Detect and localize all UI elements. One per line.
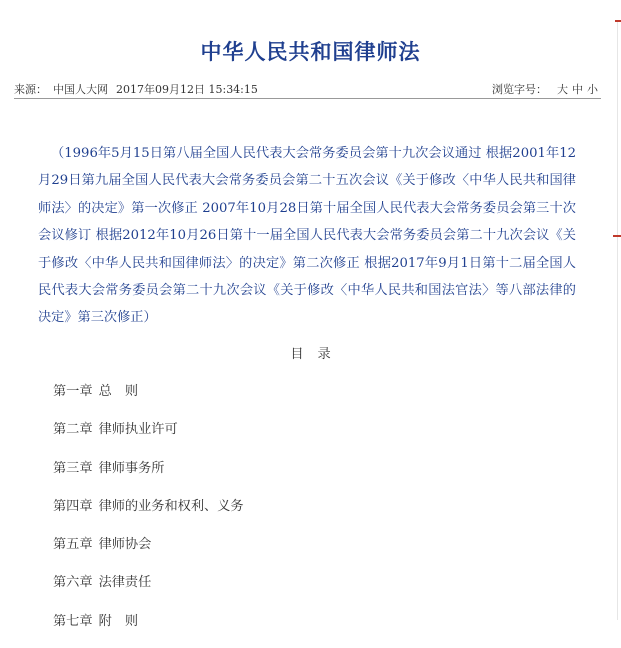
chapter-title: 律师执业许可 [98, 422, 178, 438]
chapter-number: 第三章 [53, 460, 93, 476]
law-preamble: （1996年5月15日第八届全国人民代表大会常务委员会第十九次会议通过 根据2001年12月29日第九届全国人民代表大会常务委员会第二十五次会议《关于修改〈中华人民共和国律师法〉的决定》第一次修正 2007年10月28日第十届全国人民代表大会常务委员会第三十次会议修订 根据2012年10月26日第十一届全国人民代表大会常务委员会第二十九次会议《关于修改〈中华人民共和国律师法〉的决定》第二次修正 根据2017年9月1日第十二届全国人民代表大会常务委员会第二十九次会议《关于修改〈中华人民共和国法官法〉等八部法律的决定》第三次修正） [38, 146, 576, 326]
font-size-large-link[interactable]: 大 [557, 83, 568, 96]
toc-item [53, 418, 244, 456]
chapter-number: 第七章 [53, 613, 93, 629]
source-info [14, 81, 264, 97]
chapter-title: 附 则 [98, 613, 139, 629]
article-title: 中华人民共和国律师法 [200, 39, 421, 64]
chapter-title: 律师事务所 [98, 460, 165, 476]
page-edge-marker [615, 20, 621, 22]
toc-item [53, 610, 244, 648]
publish-datetime: 2017年09月12日 15:34:15 [116, 83, 258, 96]
chapter-number: 第二章 [53, 422, 93, 438]
table-of-contents [53, 380, 244, 648]
page-edge-marker [613, 235, 621, 237]
toc-item [53, 571, 244, 609]
header-divider [14, 98, 601, 99]
page-edge-divider [617, 20, 618, 620]
chapter-number: 第五章 [53, 537, 93, 553]
chapter-number: 第一章 [53, 384, 93, 399]
source-site: 中国人大网 [53, 83, 108, 96]
chapter-number: 第四章 [53, 498, 93, 514]
toc-title: 目录 [290, 347, 345, 362]
source-label: 来源： [14, 83, 47, 96]
toc-item [53, 495, 244, 533]
toc-item [53, 380, 244, 418]
toc-item [53, 457, 244, 495]
chapter-title: 法律责任 [98, 575, 152, 591]
chapter-number: 第六章 [53, 575, 93, 591]
font-size-small-link[interactable]: 小 [587, 83, 598, 96]
font-size-label: 浏览字号： [492, 83, 547, 96]
font-size-switcher [492, 81, 598, 97]
toc-item [53, 533, 244, 571]
chapter-title: 律师的业务和权利、义务 [98, 498, 244, 514]
font-size-medium-link[interactable]: 中 [572, 83, 583, 96]
chapter-title: 律师协会 [98, 537, 152, 553]
chapter-title: 总 则 [98, 384, 139, 399]
